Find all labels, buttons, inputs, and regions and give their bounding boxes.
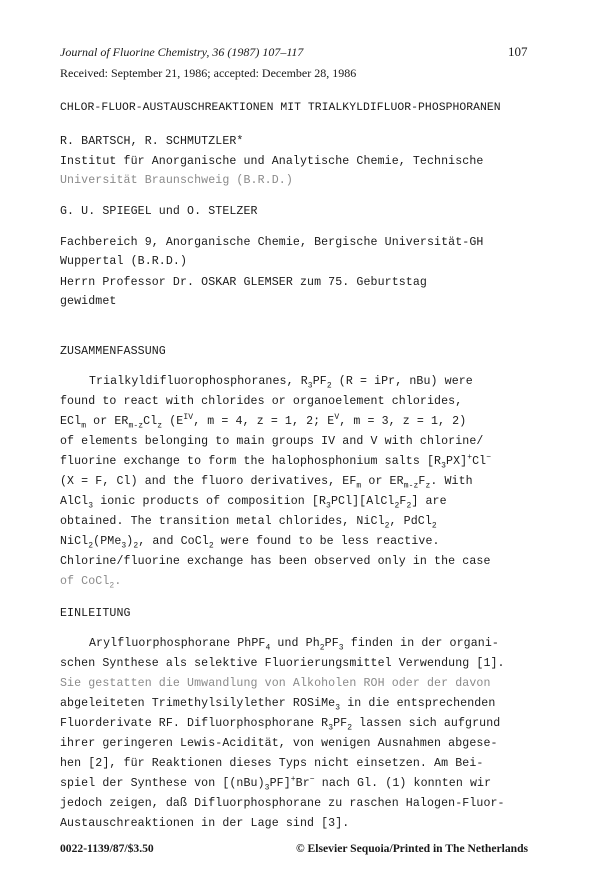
summary-line-7: AlCl$_3$ ionic products of composition $[R_3PCl][AlCl_2F_2]$ are: [60, 495, 447, 511]
received-dates: Received: September 21, 1986; accepted: December 28, 1986: [60, 66, 357, 80]
introduction-heading: EINLEITUNG: [60, 607, 131, 620]
introduction-line-6: ihrer geringeren Lewis-Acidität, von wenigen Ausnahmen abgese-: [60, 737, 498, 750]
affiliation-1-line-2: Universität Braunschweig (B.R.D.): [60, 174, 293, 187]
summary-line-4: of elements belonging to main groups IV and V with chlorine/: [60, 435, 484, 448]
footer-issn-code: 0022-1139/87/$3.50: [60, 842, 154, 855]
summary-line-8: obtained. The transition metal chlorides, NiCl$_2$, PdCl$_2$: [60, 515, 437, 531]
introduction-line-1: Arylfluorphosphorane PhPF$_4$ und $Ph_2PF_3$ finden in der organi-: [89, 637, 499, 653]
summary-heading: ZUSAMMENFASSUNG: [60, 345, 166, 358]
affiliation-2-line-2: Wuppertal (B.R.D.): [60, 255, 188, 268]
introduction-line-4: abgeleiteten Trimethylsilylether ROSiMe$_3$ in die entsprechenden: [60, 697, 496, 713]
summary-line-11: of CoCl$_2$.: [60, 575, 122, 591]
summary-line-2: found to react with chlorides or organoelement chlorides,: [60, 395, 463, 408]
footer-publisher: © Elsevier Sequoia/Printed in The Netherlands: [296, 842, 529, 855]
summary-line-6: (X = F, Cl) and the fluoro derivatives, $EF_m$ or $ER_{m-z}F_z$. With: [60, 475, 473, 491]
page-number: 107: [508, 44, 528, 59]
introduction-line-7: hen [2], für Reaktionen dieses Typs nicht einsetzen. Am Bei-: [60, 757, 484, 770]
introduction-line-9: jedoch zeigen, daß Difluorphosphorane zu raschen Halogen-Fluor-: [60, 797, 505, 810]
affiliation-1-line-1: Institut für Anorganische und Analytische Chemie, Technische: [60, 155, 484, 168]
summary-line-10: Chlorine/fluorine exchange has been observed only in the case: [60, 555, 491, 568]
introduction-line-2: schen Synthese als selektive Fluorierungsmittel Verwendung [1].: [60, 657, 505, 670]
dedication-line-2: gewidmet: [60, 295, 117, 308]
authors-second-group: G. U. SPIEGEL und O. STELZER: [60, 205, 258, 218]
journal-citation: Journal of Fluorine Chemistry, 36 (1987) 107–117: [60, 45, 304, 59]
introduction-line-8: spiel der Synthese von $[(nBu)_3PF]^+Br^-$ nach Gl. (1) konnten wir: [60, 775, 492, 793]
introduction-line-5: Fluorderivate RF. Difluorphosphorane $R_3PF_2$ lassen sich aufgrund: [60, 717, 501, 733]
summary-line-1: Trialkyldifluorophosphoranes, $R_3PF_2$ (R = iPr, nBu) were: [89, 375, 473, 391]
summary-line-3: ECl$_m$ or $ER_{m-z}Cl_z$ ($E^{IV}$, m = 4, z = 1, 2; $E^V$, m = 3, z = 1, 2): [60, 413, 467, 431]
dedication-line-1: Herrn Professor Dr. OSKAR GLEMSER zum 75. Geburtstag: [60, 276, 427, 289]
affiliation-2-line-1: Fachbereich 9, Anorganische Chemie, Bergische Universität-GH: [60, 236, 484, 249]
article-title: CHLOR-FLUOR-AUSTAUSCHREAKTIONEN MIT TRIALKYLDIFLUOR-PHOSPHORANEN: [60, 102, 501, 114]
introduction-line-10: Austauschreaktionen in der Lage sind [3].: [60, 817, 350, 830]
introduction-line-3: Sie gestatten die Umwandlung von Alkoholen ROH oder der davon: [60, 677, 491, 690]
authors-first-group: R. BARTSCH, R. SCHMUTZLER*: [60, 135, 244, 148]
summary-line-5: fluorine exchange to form the halophosphonium salts $[R_3PX]^+Cl^-$: [60, 453, 492, 471]
summary-line-9: $NiCl_2(PMe_3)_2$, and CoCl$_2$ were found to be less reactive.: [60, 535, 440, 551]
